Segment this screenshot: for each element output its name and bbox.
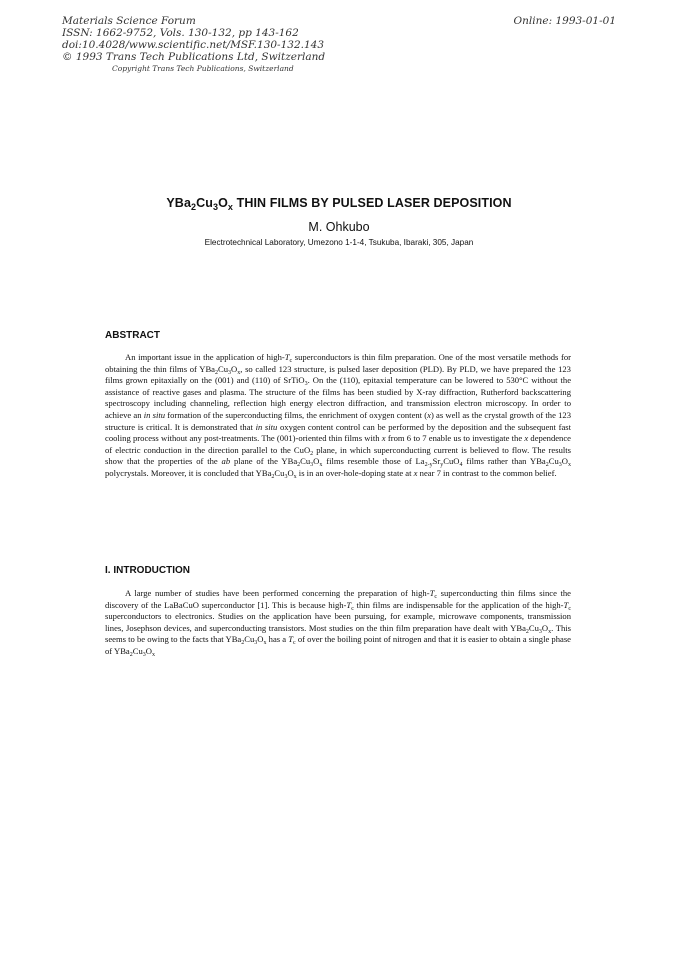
issn-line: ISSN: 1662-9752, Vols. 130-132, pp 143-162 [62,27,299,39]
abstract-paragraph: An important issue in the application of high-$T_c$ superconductors is thin film preparation. One of the most versatile methods for obtaining the thin films of $YBa_2Cu_3O_x$, so called 123 structure, is pulsed laser deposition (PLD). By PLD, we have prepared the 123 films grown epitaxially on the (001) and (110) of SrTiO$_3$. On the (110), epitaxial temperature can be lowered to 530°C without the assistance of reactive gases and plasma. The structure of the films has been studied by X-ray diffraction, Rutherford backscattering spectroscopy including channeling, reflection high energy electron diffraction, and transmission electron microscopy. In order to achieve an in situ formation of the superconducting films, the enrichment of oxygen content (x) as well as the crystal growth of the 123 structure is critical. It is demonstrated that in situ oxygen content control can be performed by the deposition and the subsequent fast cooling process without any post-treatments. The (001)-oriented thin films with x from 6 to 7 enable us to investigate the x dependence of electric conduction in the direction parallel to the CuO$_2$ plane, in which superconducting current is believed to flow. The results show that the properties of the ab plane of the $YBa_2Cu_3O_x$ films resemble those of $La_{2-y}Sr_yCuO_4$ films rather than $YBa_2Cu_3O_x$ polycrystals. Moreover, it is concluded that $YBa_2Cu_3O_x$ is in an over-hole-doping state at x near 7 in contrast to the common belief. [105,352,572,480]
journal-name: Materials Science Forum [62,15,196,27]
author-name: M. Ohkubo [308,220,370,234]
online-date: Online: 1993-01-01 [513,15,616,27]
introduction-heading: I. INTRODUCTION [105,565,190,576]
abstract-heading: ABSTRACT [105,330,160,341]
journal-info [62,15,325,63]
copyright-stamp: Copyright Trans Tech Publications, Switzerland [112,64,294,73]
paper-title: $YBa_2Cu_3O_x$ THIN FILMS BY PULSED LASER DEPOSITION [166,196,512,212]
introduction-paragraph: A large number of studies have been performed concerning the preparation of high-$T_c$ superconducting thin films since the discovery of the LaBaCuO superconductor [1]. This is because high-$T_c$ thin films are indispensable for the application of the high-$T_c$ superconductors to electronics. Studies on the application have been pursuing, for example, microwave components, transmission lines, Josephson devices, and superconducting transistors. Most studies on the thin film preparation have dealt with $YBa_2Cu_3O_x$. This seems to be owing to the facts that $YBa_2Cu_3O_x$ has a $T_c$ of over the boiling point of nitrogen and that it is easier to obtain a single phase of $YBa_2Cu_3O_x$ [105,588,572,658]
author-affiliation: Electrotechnical Laboratory, Umezono 1-1-4, Tsukuba, Ibaraki, 305, Japan [204,238,474,247]
copyright-line: © 1993 Trans Tech Publications Ltd, Switzerland [62,51,326,63]
doi-line[interactable]: doi:10.4028/www.scientific.net/MSF.130-132.143 [62,39,325,51]
